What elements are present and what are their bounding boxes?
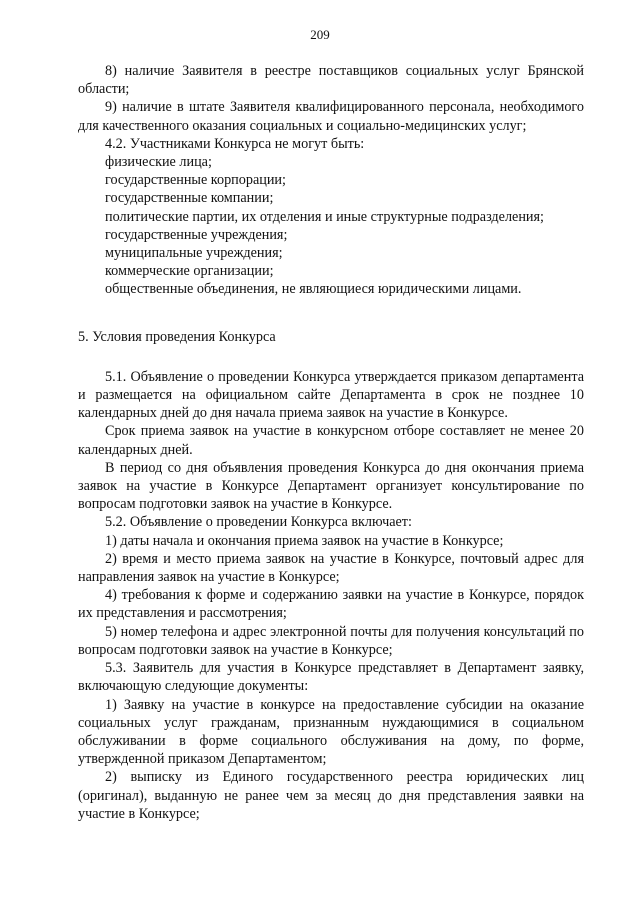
paragraph-consulting: В период со дня объявления проведения Конкурса до дня окончания приема заявок на участие в Конкурсе Департамент организует консультирование по вопросам подготовки заявок на участие в Конкурсе. bbox=[78, 459, 584, 513]
paragraph-5-3: 5.3. Заявитель для участия в Конкурсе представляет в Департамент заявку, включающую следующие документы: bbox=[78, 660, 584, 695]
list-item: коммерческие организации; bbox=[105, 263, 274, 280]
paragraph-item-4: 4) требования к форме и содержанию заявки на участие в Конкурсе, порядок их представления и рассмотрения; bbox=[78, 587, 584, 622]
list-item: государственные корпорации; bbox=[105, 172, 286, 189]
paragraph-item-1: 1) даты начала и окончания приема заявок на участие в Конкурсе; bbox=[105, 532, 504, 549]
list-item: государственные учреждения; bbox=[105, 226, 288, 243]
document-body bbox=[78, 62, 584, 823]
paragraph-document-1: 1) Заявку на участие в конкурсе на предоставление субсидии на оказание социальных услуг гражданам, признанным нуждающимися в социальном обслуживании в форме социального обслуживания на дому, по форме, утвержденной приказом Департаментом; bbox=[78, 696, 584, 768]
list-item: физические лица; bbox=[105, 154, 212, 171]
list-item: государственные компании; bbox=[105, 190, 274, 207]
list-item: политические партии, их отделения и иные структурные подразделения; bbox=[105, 208, 544, 225]
paragraph-item-2: 2) время и место приема заявок на участие в Конкурсе, почтовый адрес для направления заявок на участие в Конкурсе; bbox=[78, 550, 584, 586]
page-number: 209 bbox=[310, 27, 330, 42]
section-heading: 5. Условия проведения Конкурса bbox=[78, 328, 276, 345]
list-item: общественные объединения, не являющиеся юридическими лицами. bbox=[105, 281, 522, 298]
paragraph-item-8: 8) наличие Заявителя в реестре поставщиков социальных услуг Брянской области; bbox=[78, 63, 584, 98]
paragraph-item-5: 5) номер телефона и адрес электронной почты для получения консультаций по вопросам подготовки заявок на участие в Конкурсе; bbox=[78, 623, 584, 658]
paragraph-application-period: Срок приема заявок на участие в конкурсном отборе составляет не менее 20 календарных дней. bbox=[78, 423, 584, 458]
paragraph-item-9: 9) наличие в штате Заявителя квалифицированного персонала, необходимого для качественного оказания социальных и социально-медицинских услуг; bbox=[78, 99, 584, 134]
paragraph-document-2: 2) выписку из Единого государственного реестра юридических лиц (оригинал), выданную не ранее чем за месяц до дня представления заявки на участие в Конкурсе; bbox=[78, 769, 584, 822]
paragraph-5-1: 5.1. Объявление о проведении Конкурса утверждается приказом департамента и размещается на официальном сайте Департамента в срок не позднее 10 календарных дней до дня начала приема заявок на участие в Конкурсе. bbox=[78, 368, 584, 422]
paragraph-4-2: 4.2. Участниками Конкурса не могут быть: bbox=[105, 135, 365, 152]
list-item: муниципальные учреждения; bbox=[105, 245, 283, 262]
paragraph-5-2: 5.2. Объявление о проведении Конкурса включает: bbox=[105, 514, 412, 531]
